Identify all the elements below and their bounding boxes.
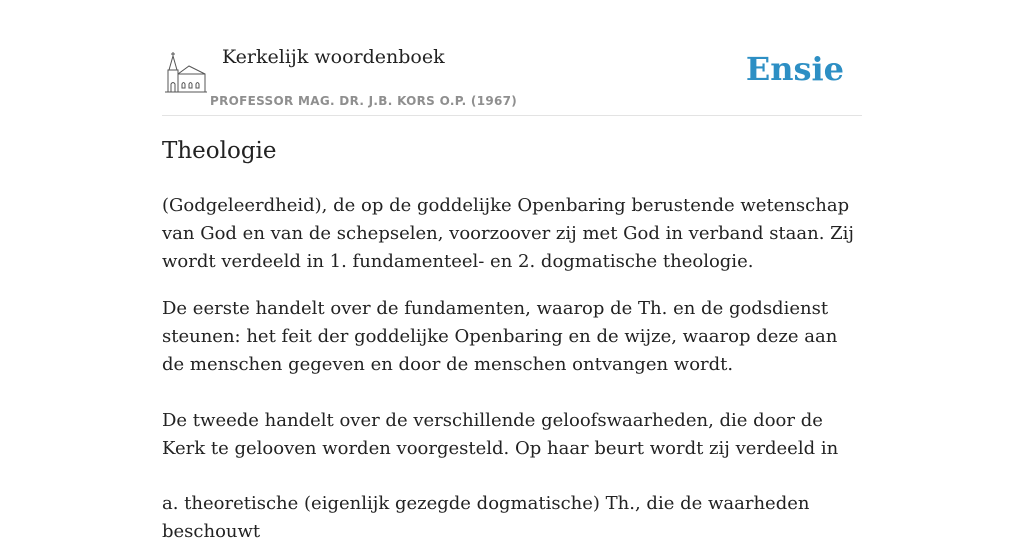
dictionary-title[interactable]: Kerkelijk woordenboek (222, 46, 445, 68)
article-paragraph: (Godgeleerdheid), de op de goddelijke Openbaring berustende wetenschap van God en van de schepselen, voorzoover zij met God in verband staan. Zij wordt verdeeld in 1. fundamenteel- en 2. dogmatische theologie. (162, 195, 855, 272)
brand-logo[interactable]: Ensie (745, 50, 844, 88)
church-icon (165, 50, 207, 94)
site-header (162, 40, 862, 116)
article-title: Theologie (162, 138, 277, 164)
author-credit: PROFESSOR MAG. DR. J.B. KORS O.P. (1967) (210, 94, 518, 108)
article-paragraph: a. theoretische (eigenlijk gezegde dogmatische) Th., die de waarheden beschouwt (162, 493, 810, 542)
article-paragraph: De eerste handelt over de fundamenten, waarop de Th. en de godsdienst steunen: het feit der goddelijke Openbaring en de wijze, waarop deze aan de menschen gegeven en door de menschen ontvangen wordt. (162, 298, 838, 375)
article-paragraph: De tweede handelt over de verschillende geloofswaarheden, die door de Kerk te gelooven worden voorgesteld. Op haar beurt wordt zij verdeeld in (162, 410, 839, 459)
